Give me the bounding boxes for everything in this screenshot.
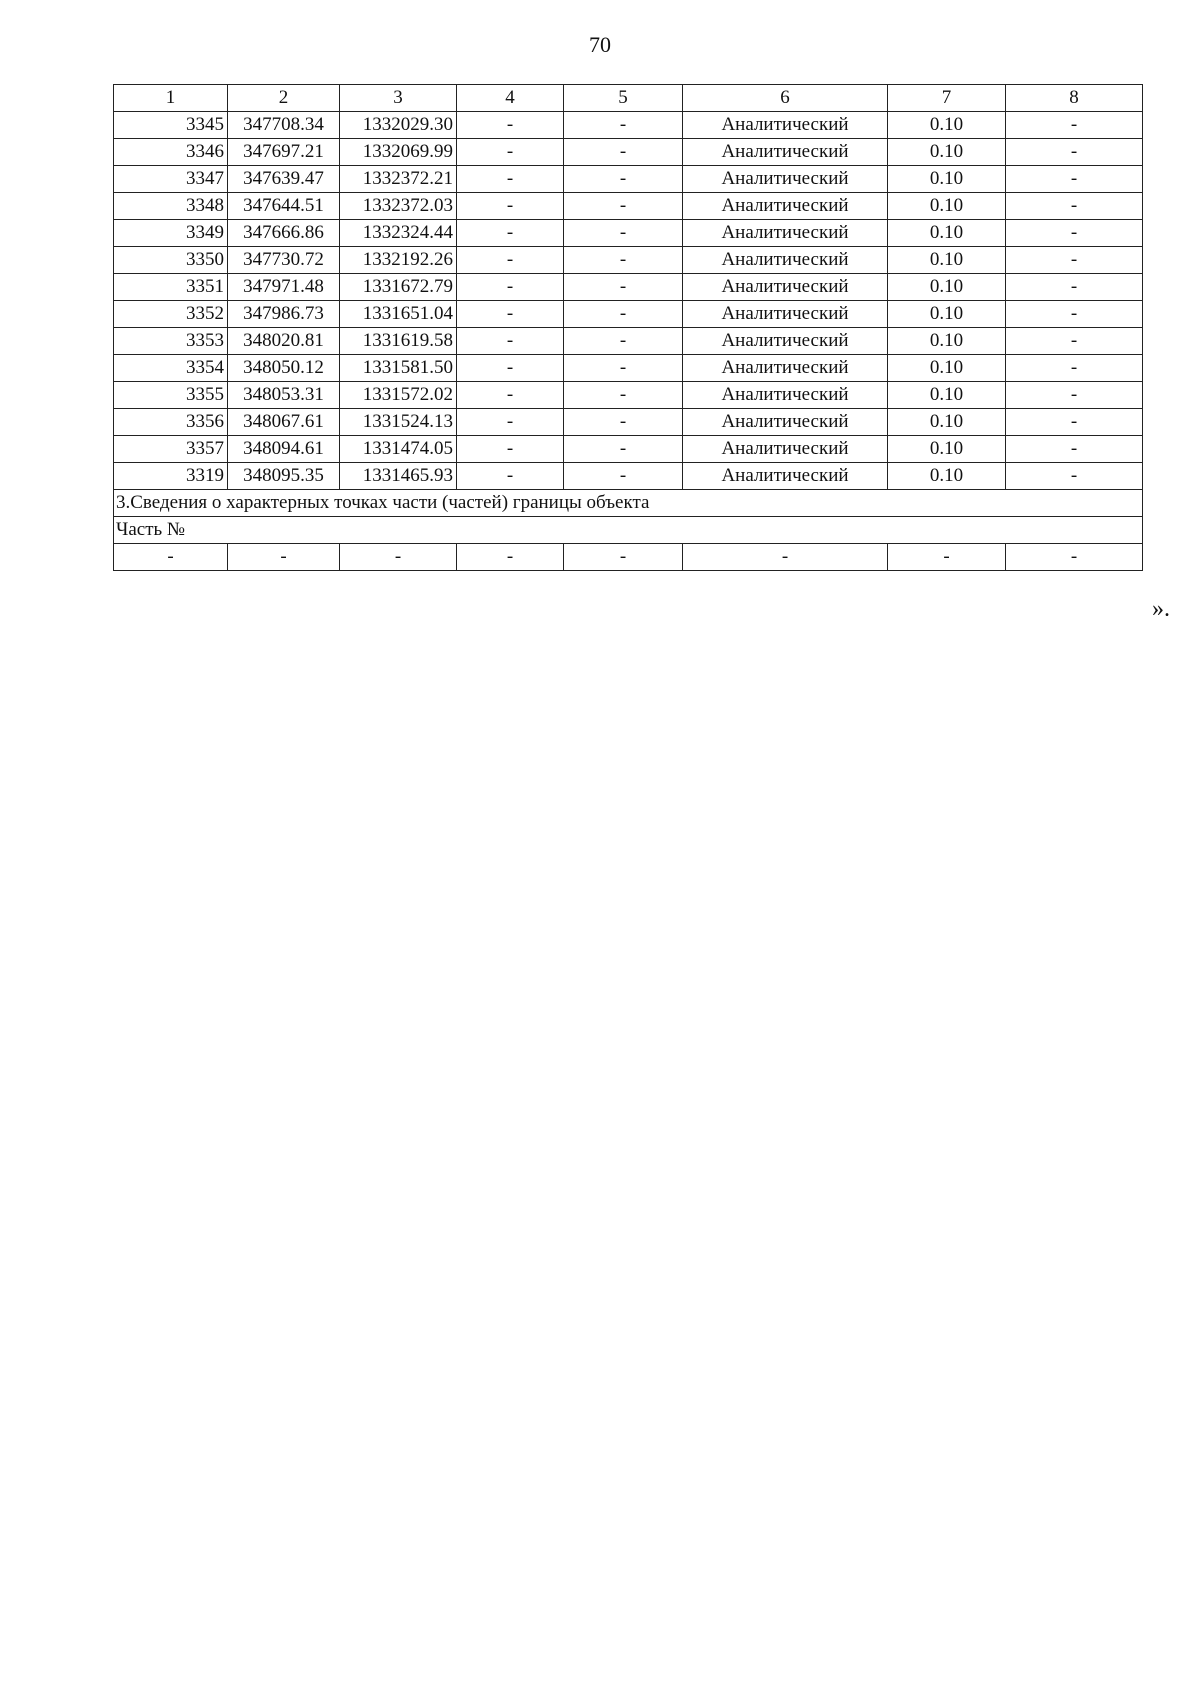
part-label-row [114, 517, 1143, 544]
col5-cell: - [564, 355, 683, 382]
method-cell: Аналитический [683, 301, 888, 328]
point-number-cell: 3349 [114, 220, 228, 247]
col5-cell: - [564, 463, 683, 490]
col4-cell: - [457, 247, 564, 274]
header-cell: 2 [228, 85, 340, 112]
point-number-cell: 3352 [114, 301, 228, 328]
empty-cell: - [114, 544, 228, 571]
col4-cell: - [457, 301, 564, 328]
method-cell: Аналитический [683, 463, 888, 490]
method-cell: Аналитический [683, 436, 888, 463]
table-header-row [114, 85, 1143, 112]
col4-cell: - [457, 139, 564, 166]
empty-part-row [114, 544, 1143, 571]
col5-cell: - [564, 220, 683, 247]
x-coordinate-cell: 347730.72 [228, 247, 340, 274]
accuracy-cell: 0.10 [888, 220, 1006, 247]
col8-cell: - [1006, 463, 1143, 490]
table-row [114, 166, 1143, 193]
accuracy-cell: 0.10 [888, 301, 1006, 328]
point-number-cell: 3346 [114, 139, 228, 166]
table-row [114, 436, 1143, 463]
x-coordinate-cell: 348067.61 [228, 409, 340, 436]
y-coordinate-cell: 1332069.99 [340, 139, 457, 166]
col5-cell: - [564, 436, 683, 463]
col5-cell: - [564, 112, 683, 139]
x-coordinate-cell: 347986.73 [228, 301, 340, 328]
empty-cell: - [888, 544, 1006, 571]
col8-cell: - [1006, 193, 1143, 220]
header-cell: 4 [457, 85, 564, 112]
method-cell: Аналитический [683, 409, 888, 436]
col4-cell: - [457, 436, 564, 463]
header-cell: 3 [340, 85, 457, 112]
y-coordinate-cell: 1332324.44 [340, 220, 457, 247]
point-number-cell: 3357 [114, 436, 228, 463]
method-cell: Аналитический [683, 166, 888, 193]
point-number-cell: 3355 [114, 382, 228, 409]
point-number-cell: 3353 [114, 328, 228, 355]
col4-cell: - [457, 166, 564, 193]
col5-cell: - [564, 166, 683, 193]
x-coordinate-cell: 347971.48 [228, 274, 340, 301]
col4-cell: - [457, 463, 564, 490]
col8-cell: - [1006, 247, 1143, 274]
x-coordinate-cell: 348053.31 [228, 382, 340, 409]
table-row [114, 247, 1143, 274]
closing-quote-mark: ». [1152, 596, 1170, 622]
col5-cell: - [564, 382, 683, 409]
header-cell: 7 [888, 85, 1006, 112]
accuracy-cell: 0.10 [888, 409, 1006, 436]
table-row [114, 274, 1143, 301]
col4-cell: - [457, 355, 564, 382]
table-row [114, 301, 1143, 328]
section-title: 3.Сведения о характерных точках части (частей) границы объекта [114, 490, 1143, 517]
col4-cell: - [457, 220, 564, 247]
x-coordinate-cell: 348050.12 [228, 355, 340, 382]
accuracy-cell: 0.10 [888, 166, 1006, 193]
col4-cell: - [457, 112, 564, 139]
col8-cell: - [1006, 166, 1143, 193]
x-coordinate-cell: 347708.34 [228, 112, 340, 139]
col4-cell: - [457, 382, 564, 409]
page-number: 70 [589, 32, 611, 57]
col8-cell: - [1006, 112, 1143, 139]
table-row [114, 139, 1143, 166]
accuracy-cell: 0.10 [888, 112, 1006, 139]
y-coordinate-cell: 1331572.02 [340, 382, 457, 409]
col8-cell: - [1006, 220, 1143, 247]
col8-cell: - [1006, 382, 1143, 409]
section-title-row [114, 490, 1143, 517]
col5-cell: - [564, 301, 683, 328]
point-number-cell: 3356 [114, 409, 228, 436]
point-number-cell: 3350 [114, 247, 228, 274]
accuracy-cell: 0.10 [888, 355, 1006, 382]
table-row [114, 112, 1143, 139]
y-coordinate-cell: 1331474.05 [340, 436, 457, 463]
accuracy-cell: 0.10 [888, 328, 1006, 355]
point-number-cell: 3348 [114, 193, 228, 220]
table-row [114, 463, 1143, 490]
method-cell: Аналитический [683, 112, 888, 139]
table-row [114, 409, 1143, 436]
col8-cell: - [1006, 409, 1143, 436]
y-coordinate-cell: 1331581.50 [340, 355, 457, 382]
coordinates-table-wrapper [113, 84, 1143, 571]
col5-cell: - [564, 274, 683, 301]
x-coordinate-cell: 348094.61 [228, 436, 340, 463]
header-cell: 8 [1006, 85, 1143, 112]
x-coordinate-cell: 347644.51 [228, 193, 340, 220]
point-number-cell: 3319 [114, 463, 228, 490]
empty-cell: - [564, 544, 683, 571]
y-coordinate-cell: 1331651.04 [340, 301, 457, 328]
accuracy-cell: 0.10 [888, 463, 1006, 490]
table-row [114, 193, 1143, 220]
header-cell: 6 [683, 85, 888, 112]
header-cell: 5 [564, 85, 683, 112]
x-coordinate-cell: 347639.47 [228, 166, 340, 193]
col4-cell: - [457, 274, 564, 301]
y-coordinate-cell: 1331672.79 [340, 274, 457, 301]
y-coordinate-cell: 1331619.58 [340, 328, 457, 355]
part-label: Часть № [114, 517, 1143, 544]
empty-cell: - [457, 544, 564, 571]
method-cell: Аналитический [683, 382, 888, 409]
x-coordinate-cell: 348020.81 [228, 328, 340, 355]
y-coordinate-cell: 1331465.93 [340, 463, 457, 490]
col8-cell: - [1006, 328, 1143, 355]
accuracy-cell: 0.10 [888, 247, 1006, 274]
method-cell: Аналитический [683, 247, 888, 274]
y-coordinate-cell: 1332372.03 [340, 193, 457, 220]
y-coordinate-cell: 1332029.30 [340, 112, 457, 139]
col8-cell: - [1006, 355, 1143, 382]
method-cell: Аналитический [683, 274, 888, 301]
empty-cell: - [228, 544, 340, 571]
header-cell: 1 [114, 85, 228, 112]
col4-cell: - [457, 193, 564, 220]
accuracy-cell: 0.10 [888, 274, 1006, 301]
col4-cell: - [457, 409, 564, 436]
col5-cell: - [564, 247, 683, 274]
table-row [114, 220, 1143, 247]
point-number-cell: 3347 [114, 166, 228, 193]
y-coordinate-cell: 1332372.21 [340, 166, 457, 193]
col5-cell: - [564, 139, 683, 166]
x-coordinate-cell: 347666.86 [228, 220, 340, 247]
col8-cell: - [1006, 139, 1143, 166]
method-cell: Аналитический [683, 139, 888, 166]
col5-cell: - [564, 328, 683, 355]
x-coordinate-cell: 348095.35 [228, 463, 340, 490]
point-number-cell: 3351 [114, 274, 228, 301]
col4-cell: - [457, 328, 564, 355]
accuracy-cell: 0.10 [888, 382, 1006, 409]
method-cell: Аналитический [683, 193, 888, 220]
col8-cell: - [1006, 301, 1143, 328]
coordinates-table [113, 84, 1143, 571]
col5-cell: - [564, 193, 683, 220]
table-row [114, 328, 1143, 355]
empty-cell: - [1006, 544, 1143, 571]
accuracy-cell: 0.10 [888, 139, 1006, 166]
y-coordinate-cell: 1331524.13 [340, 409, 457, 436]
empty-cell: - [683, 544, 888, 571]
method-cell: Аналитический [683, 220, 888, 247]
col8-cell: - [1006, 436, 1143, 463]
table-row [114, 355, 1143, 382]
col8-cell: - [1006, 274, 1143, 301]
accuracy-cell: 0.10 [888, 193, 1006, 220]
table-row [114, 382, 1143, 409]
x-coordinate-cell: 347697.21 [228, 139, 340, 166]
point-number-cell: 3354 [114, 355, 228, 382]
method-cell: Аналитический [683, 328, 888, 355]
empty-cell: - [340, 544, 457, 571]
method-cell: Аналитический [683, 355, 888, 382]
y-coordinate-cell: 1332192.26 [340, 247, 457, 274]
table-body [114, 85, 1143, 571]
accuracy-cell: 0.10 [888, 436, 1006, 463]
col5-cell: - [564, 409, 683, 436]
point-number-cell: 3345 [114, 112, 228, 139]
